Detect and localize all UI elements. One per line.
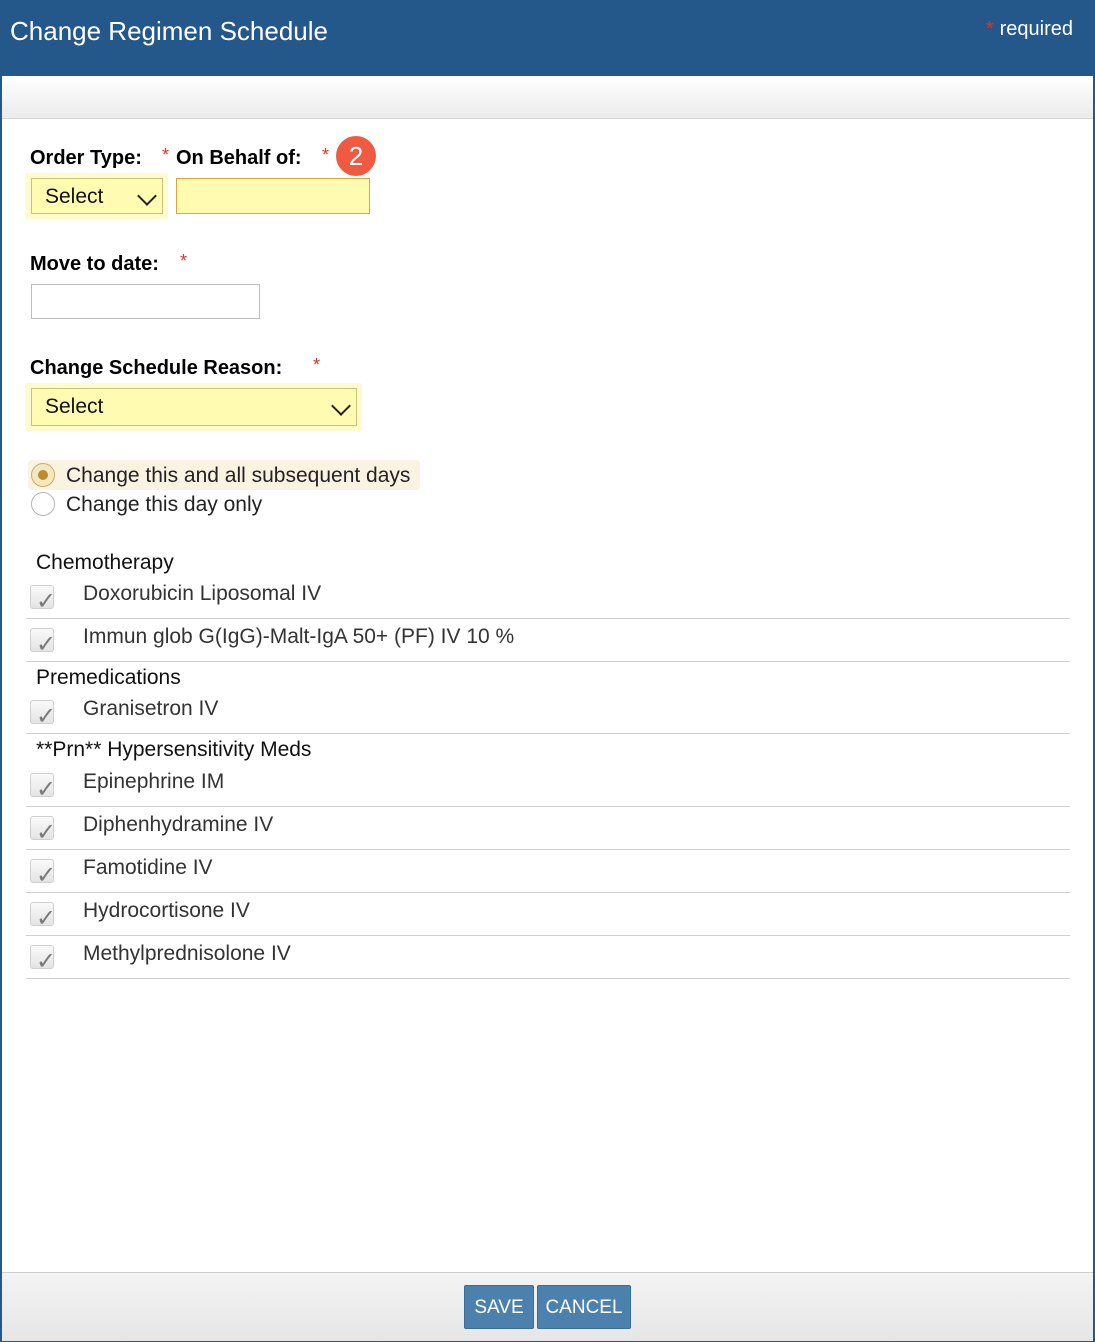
list-item bbox=[26, 893, 1070, 936]
medication-checkbox[interactable] bbox=[30, 945, 57, 975]
medication-name: Diphenhydramine IV bbox=[83, 813, 274, 836]
dialog-footer bbox=[2, 1272, 1093, 1341]
dialog-toolbar bbox=[2, 76, 1093, 119]
order-type-select[interactable] bbox=[31, 178, 163, 214]
checkmark-icon: ✓ bbox=[36, 631, 57, 658]
group-premedications: Premedications bbox=[36, 666, 181, 689]
chevron-down-icon bbox=[137, 186, 157, 206]
checkmark-icon: ✓ bbox=[36, 948, 57, 975]
radio-all-subsequent-days-label[interactable]: Change this and all subsequent days bbox=[66, 464, 411, 487]
checkmark-icon: ✓ bbox=[36, 819, 57, 846]
cancel-button[interactable]: CANCEL bbox=[537, 1285, 631, 1329]
medication-name: Epinephrine IM bbox=[83, 770, 225, 793]
medication-checkbox[interactable] bbox=[30, 859, 57, 889]
on-behalf-of-required-star: * bbox=[322, 145, 330, 165]
required-star: * bbox=[985, 18, 994, 40]
medication-name: Immun glob G(IgG)-Malt-IgA 50+ (PF) IV 10 % bbox=[83, 625, 515, 648]
change-reason-value: Select bbox=[45, 395, 104, 418]
group-prn-hypersensitivity-meds: **Prn** Hypersensitivity Meds bbox=[36, 738, 312, 761]
list-item bbox=[26, 850, 1070, 893]
move-to-date-required-star: * bbox=[180, 251, 188, 271]
dialog-title: Change Regimen Schedule bbox=[10, 16, 328, 46]
medication-name: Famotidine IV bbox=[83, 856, 213, 879]
list-item bbox=[26, 691, 1070, 734]
radio-this-day-only[interactable] bbox=[31, 492, 55, 516]
list-item bbox=[26, 619, 1070, 662]
group-chemotherapy: Chemotherapy bbox=[36, 551, 174, 574]
checkmark-icon: ✓ bbox=[36, 905, 57, 932]
dialog-header bbox=[2, 2, 1093, 76]
change-reason-select[interactable] bbox=[31, 388, 357, 426]
on-behalf-of-label: On Behalf of: bbox=[176, 147, 302, 169]
medication-name: Hydrocortisone IV bbox=[83, 899, 250, 922]
medication-checkbox[interactable] bbox=[30, 816, 57, 846]
radio-this-day-only-label[interactable]: Change this day only bbox=[66, 493, 263, 516]
required-legend-label: required bbox=[999, 18, 1073, 40]
radio-all-subsequent-days[interactable] bbox=[31, 463, 55, 487]
order-type-value: Select bbox=[45, 185, 104, 208]
required-legend bbox=[986, 18, 1073, 41]
medication-checkbox[interactable] bbox=[30, 628, 57, 658]
move-to-date-input[interactable] bbox=[31, 284, 260, 319]
medication-checkbox[interactable] bbox=[30, 902, 57, 932]
list-item bbox=[26, 807, 1070, 850]
checkmark-icon: ✓ bbox=[36, 703, 57, 730]
checkmark-icon: ✓ bbox=[36, 588, 57, 615]
change-reason-required-star: * bbox=[313, 355, 321, 375]
medication-name: Doxorubicin Liposomal IV bbox=[83, 582, 322, 605]
change-reason-label: Change Schedule Reason: bbox=[30, 357, 283, 379]
order-type-label: Order Type: bbox=[30, 147, 142, 169]
list-item bbox=[26, 576, 1070, 619]
step-badge: 2 bbox=[336, 136, 376, 176]
checkmark-icon: ✓ bbox=[36, 776, 57, 803]
on-behalf-of-input[interactable] bbox=[176, 178, 370, 214]
order-type-required-star: * bbox=[162, 145, 170, 165]
move-to-date-label: Move to date: bbox=[30, 253, 159, 275]
save-button[interactable]: SAVE bbox=[464, 1285, 534, 1329]
chevron-down-icon bbox=[331, 396, 351, 416]
medication-checkbox[interactable] bbox=[30, 585, 57, 615]
checkmark-icon: ✓ bbox=[36, 862, 57, 889]
medication-name: Methylprednisolone IV bbox=[83, 942, 291, 965]
medication-checkbox[interactable] bbox=[30, 700, 57, 730]
list-item bbox=[26, 764, 1070, 807]
list-item bbox=[26, 936, 1070, 979]
medication-name: Granisetron IV bbox=[83, 697, 219, 720]
medication-checkbox[interactable] bbox=[30, 773, 57, 803]
